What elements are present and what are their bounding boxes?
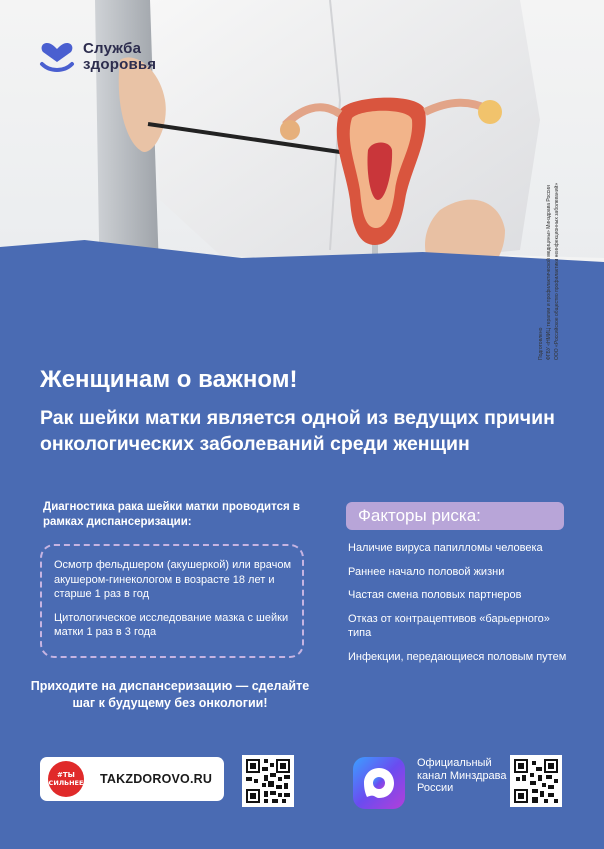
risk-factor-item: Отказ от контрацептивов «барьерного» типа — [348, 612, 550, 639]
diagnostics-box — [40, 544, 304, 658]
qr-code-icon — [242, 755, 294, 807]
official-channel-label: Официальный канал Минздрава России — [417, 757, 507, 794]
diagnostics-item: Цитологическое исследование мазка с шейки матки 1 раз в 3 года — [54, 611, 289, 638]
max-messenger-icon — [353, 757, 405, 809]
takzdorovo-link[interactable] — [40, 757, 224, 801]
svg-text:СИЛЬНЕЕ: СИЛЬНЕЕ — [48, 779, 84, 787]
credit-line2: ФГБУ «НМИЦ терапии и профилактической медицины» Минздрава России — [546, 185, 552, 360]
svg-text:#ТЫ: #ТЫ — [57, 771, 75, 779]
risk-factors-title: Факторы риска: — [346, 502, 564, 530]
qr-code-icon — [510, 755, 562, 807]
credit-text — [536, 140, 574, 360]
heart-smile-logo-icon — [38, 40, 76, 74]
diagnostics-item: Осмотр фельдшером (акушеркой) или врачом акушером-гинекологом в возрасте 18 лет и старше 1 раз в год — [54, 559, 292, 600]
risk-factor-item: Инфекции, передающиеся половым путем — [348, 650, 567, 663]
call-to-action: Приходите на диспансеризацию — сделайте шаг к будущему без онкологии! — [30, 679, 310, 710]
diagnostics-title: Диагностика рака шейки матки проводится в рамках диспансеризации: — [43, 501, 300, 528]
subheadline: Рак шейки матки является одной из ведущих причин онкологических заболеваний среди женщин — [40, 407, 555, 455]
brand-line2: здоровья — [83, 56, 157, 73]
risk-factor-item: Наличие вируса папилломы человека — [348, 542, 543, 554]
credit-line1: Подготовлено — [538, 327, 544, 360]
site-link[interactable]: TAKZDOROVO.RU — [100, 772, 213, 786]
brand-line1: Служба — [83, 40, 142, 57]
credit-line3: ООО «Российское общество профилактики неинфекционных заболеваний» — [554, 182, 560, 360]
risk-factors-list — [348, 541, 568, 673]
headline: Женщинам о важном! — [40, 366, 298, 393]
risk-factor-item: Раннее начало половой жизни — [348, 565, 505, 578]
brand-name — [83, 41, 156, 73]
ty-silnee-logo-icon — [42, 759, 94, 799]
brand-logo — [38, 40, 156, 74]
risk-factor-item: Частая смена половых партнеров — [348, 589, 522, 601]
